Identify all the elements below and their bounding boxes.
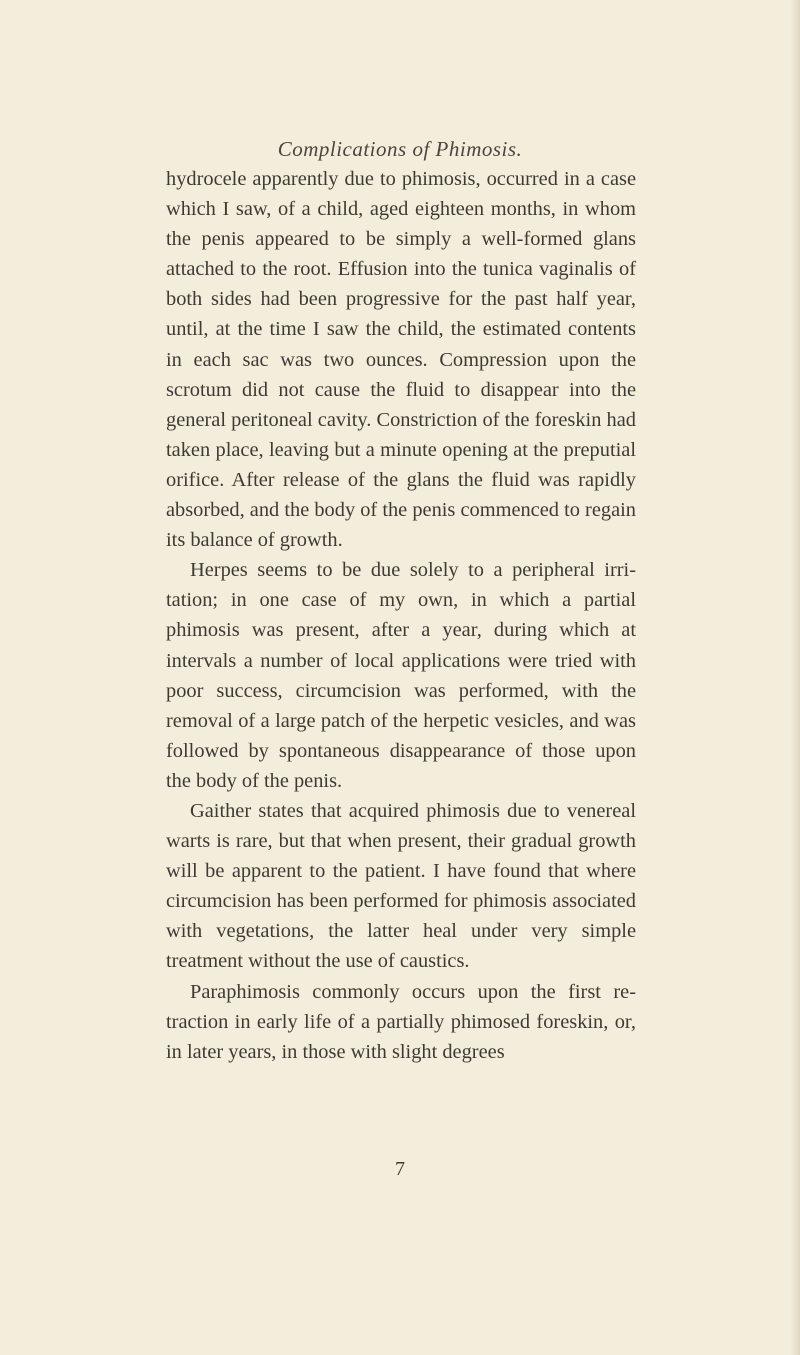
page-edge-shadow <box>790 0 800 1355</box>
paragraph-venereal-warts: Gaither states that acquired phimosis due to venereal warts is rare, but that when present, their gradual growth will be apparent to the patient. I have found that where circumcision has been performed for phimosis associated with vegetations, the latter heal under very simple treatment without the use of caustics. <box>166 799 636 973</box>
paragraph-herpes: Herpes seems to be due solely to a peripheral irritation; in one case of my own, in which a partial phimosis was present, after a year, during which at intervals a number of local applications were tried with poor success, circumcision was performed, with the removal of a large patch of the herpetic vesicles, and was followed by spontaneous disappearance of those upon the body of the penis. <box>166 559 636 792</box>
page-number: 7 <box>395 1158 405 1180</box>
body-text <box>166 164 636 1067</box>
paragraph-paraphimosis: Paraphimosis commonly occurs upon the first retraction in early life of a partially phimosed foreskin, or, in later years, in those with slight degrees <box>166 980 636 1063</box>
paragraph-hydrocele: hydrocele apparently due to phimosis, occurred in a case which I saw, of a child, aged eighteen months, in whom the penis appeared to be simply a well-formed glans attached to the root. Effusion into the tunica vaginalis of both sides had been progressive for the past half year, until, at the time I saw the child, the estimated contents in each sac was two ounces. Compression upon the scrotum did not cause the fluid to disappear into the general peritoneal cavity. Constriction of the foreskin had taken place, leaving but a minute opening at the preputial orifice. After release of the glans the fluid was rapidly absorbed, and the body of the penis commenced to regain its balance of growth. <box>166 168 636 552</box>
running-head: Complications of Phimosis. <box>277 137 523 161</box>
